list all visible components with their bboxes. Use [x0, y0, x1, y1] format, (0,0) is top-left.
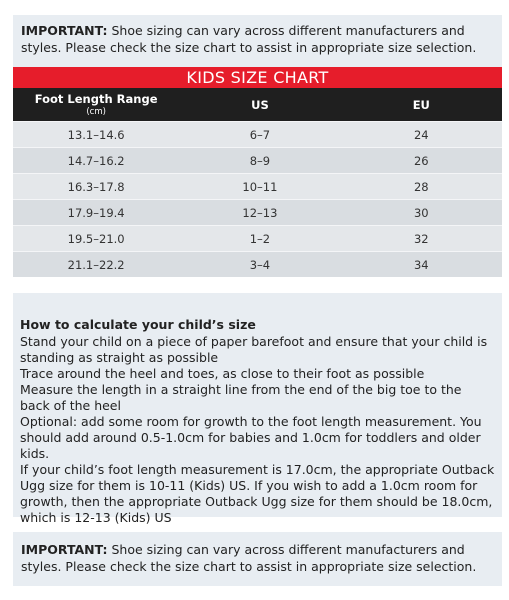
cell-eu: 28 [341, 174, 502, 200]
notice-body: Shoe sizing can vary across different manufacturers and styles. Please check the size chart to assist in appropriate size selection. [21, 23, 477, 55]
chart-title: KIDS SIZE CHART [13, 67, 502, 88]
header-eu: EU [341, 88, 502, 122]
header-foot-length-label: Foot Length Range [34, 92, 158, 106]
kids-size-chart [13, 67, 502, 271]
notice-label: IMPORTANT: [21, 542, 108, 557]
cell-range: 16.3–17.8 [13, 174, 179, 200]
notice-body: Shoe sizing can vary across different manufacturers and styles. Please check the size chart to assist in appropriate size selection. [21, 542, 477, 574]
howto-step: Measure the length in a straight line from the end of the big toe to the back of the heel [20, 382, 462, 413]
howto-step: Optional: add some room for growth to the foot length measurement. You should add around 0.5-1.0cm for babies and 1.0cm for toddlers and older kids. [20, 414, 482, 461]
table-row [13, 122, 502, 148]
howto-section [13, 293, 502, 525]
size-table [13, 88, 502, 277]
howto-step: Trace around the heel and toes, as close to their foot as possible [20, 366, 425, 381]
cell-eu: 26 [341, 148, 502, 174]
cell-us: 1–2 [179, 226, 340, 252]
cell-us: 8–9 [179, 148, 340, 174]
howto-heading: How to calculate your child’s size [20, 317, 256, 332]
cell-us: 3–4 [179, 252, 340, 278]
cell-range: 21.1–22.2 [13, 252, 179, 278]
cell-eu: 32 [341, 226, 502, 252]
cell-us: 12–13 [179, 200, 340, 226]
cell-us: 10–11 [179, 174, 340, 200]
cell-range: 19.5–21.0 [13, 226, 179, 252]
table-row [13, 226, 502, 252]
cell-us: 6–7 [179, 122, 340, 148]
table-row [13, 174, 502, 200]
header-foot-length-unit: (cm) [86, 107, 106, 117]
howto-step: Stand your child on a piece of paper barefoot and ensure that your child is standing as straight as possible [20, 334, 488, 365]
notice-text [21, 23, 494, 56]
header-foot-length [13, 88, 179, 122]
cell-eu: 34 [341, 252, 502, 278]
cell-eu: 30 [341, 200, 502, 226]
header-us: US [179, 88, 340, 122]
cell-range: 13.1–14.6 [13, 122, 179, 148]
important-notice-bottom [13, 532, 502, 586]
table-row [13, 200, 502, 226]
notice-label: IMPORTANT: [21, 23, 108, 38]
cell-eu: 24 [341, 122, 502, 148]
howto-step: If your child’s foot length measurement is 17.0cm, the appropriate Outback Ugg size for them is 10-11 (Kids) US. If you wish to add a 1.0cm room for growth, then the appropriate Outback Ugg size for them should be 18.0cm, which is 12-13 (Kids) US [20, 462, 495, 525]
table-row [13, 148, 502, 174]
cell-range: 14.7–16.2 [13, 148, 179, 174]
cell-range: 17.9–19.4 [13, 200, 179, 226]
table-header-row [13, 88, 502, 122]
table-row [13, 252, 502, 278]
notice-text [21, 542, 494, 575]
